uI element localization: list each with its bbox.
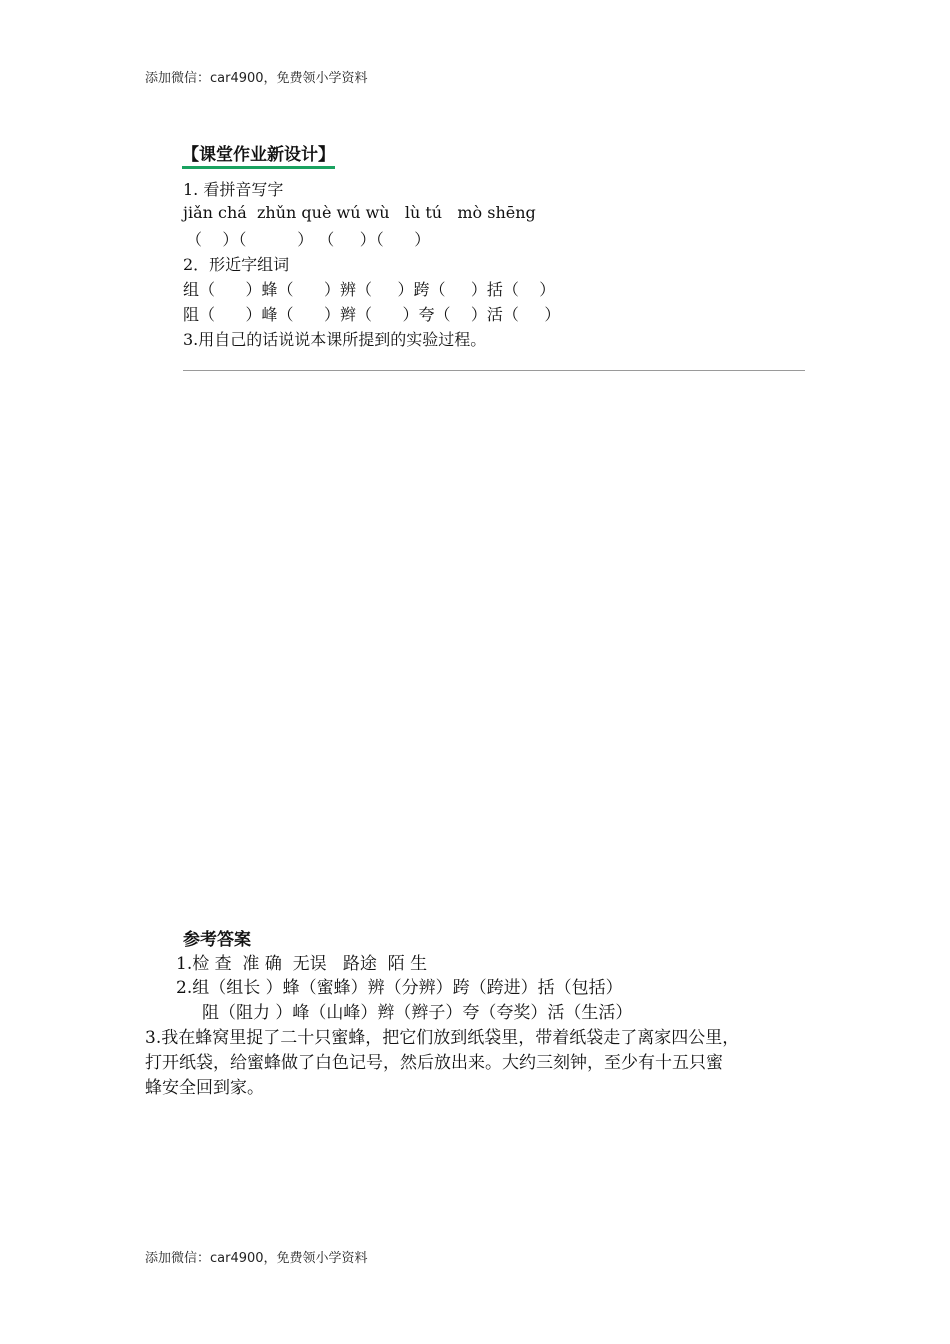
q1-pinyin: jiǎn chá zhǔn què wú wù lù tú mò shēng: [183, 203, 536, 222]
q2-title: 2．形近字组词: [183, 255, 290, 274]
watermark-top: 添加微信：car4900，免费领小学资料: [145, 71, 368, 86]
answers-title: 参考答案: [183, 930, 251, 950]
answer-3-line-1: 3.我在蜂窝里捉了二十只蜜蜂，把它们放到纸袋里，带着纸袋走了离家四公里，: [145, 1028, 740, 1048]
q2-row-1: 组（ ）蜂（ ）辨（ ）跨（ ）括（ ）: [183, 280, 556, 299]
answer-3-line-3: 蜂安全回到家。: [145, 1078, 264, 1098]
answer-2-row-2: 阻（阻力 ）峰（山峰）辫（辫子）夸（夸奖）活（生活）: [202, 1003, 633, 1023]
answer-3-line-2: 打开纸袋，给蜜蜂做了白色记号，然后放出来。大约三刻钟，至少有十五只蜜: [145, 1053, 723, 1073]
answer-2-row-1: 2.组（组长 ）蜂（蜜蜂）辨（分辨）跨（跨进）括（包括）: [176, 978, 623, 998]
q1-title: 1. 看拼音写字: [183, 180, 284, 199]
q2-row-2: 阻（ ）峰（ ）辫（ ）夸（ ）活（ ）: [183, 305, 561, 324]
section-heading: 【课堂作业新设计】: [182, 140, 335, 169]
answer-1: 1.检 查 准 确 无误 路途 陌 生: [176, 954, 428, 974]
q3-title: 3.用自己的话说说本课所提到的实验过程。: [183, 330, 487, 349]
watermark-bottom: 添加微信：car4900，免费领小学资料: [145, 1251, 368, 1266]
q1-blanks: （ ）（ ） （ ）（ ）: [186, 230, 431, 249]
answer-line: [183, 370, 805, 371]
